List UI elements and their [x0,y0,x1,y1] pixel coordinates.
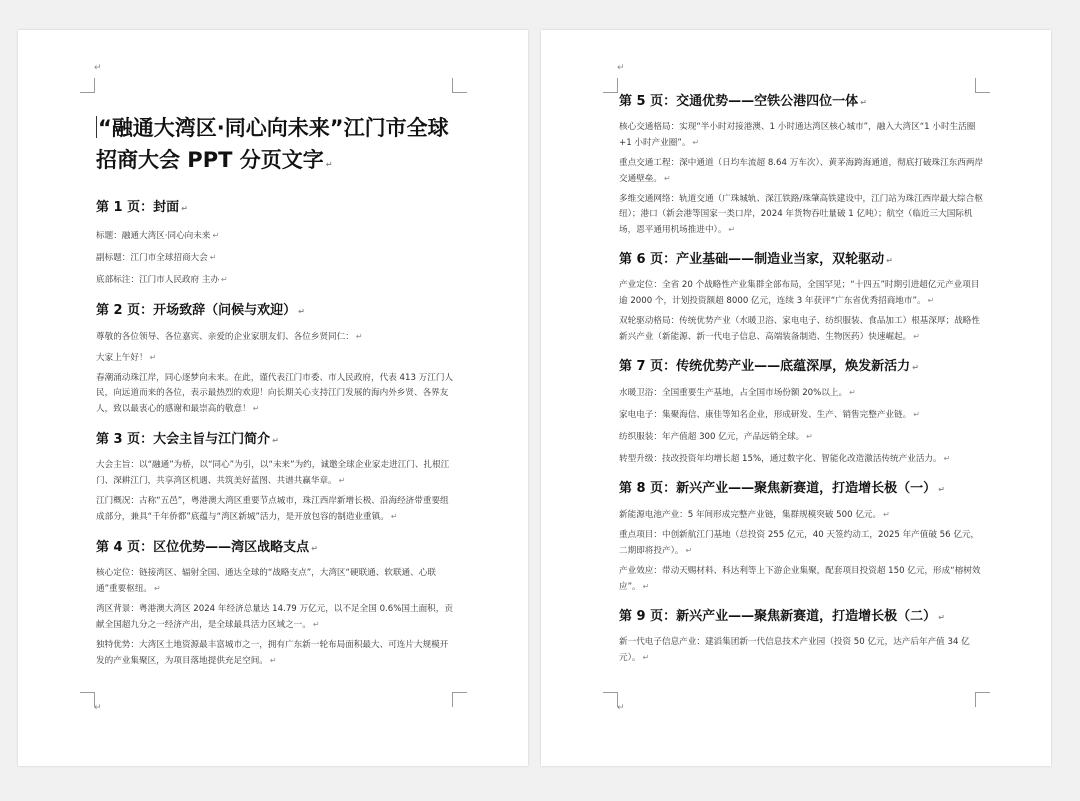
paragraph: 重点交通工程：深中通道（日均车流超 8.64 万车次）、黄茅海跨海通道，彻底打破珠江东西两岸交通壁垒。 ↵ [619,156,984,187]
paragraph: 春潮涌动珠江岸，同心逐梦向未来。在此，谨代表江门市委、市人民政府，代表 413 万江门人民，向远道而来的各位，表示最热烈的欢迎！向长期关心支持江门发展的海内外乡贤、各界友人，致以最衷心的感谢和最崇高的敬意！ ↵ [96,371,456,417]
paragraph: 标题：融通大湾区·同心向未来 ↵ [96,228,456,244]
paragraph-mark: ↵ [617,63,625,73]
paragraph-mark: ↵ [617,703,625,713]
section-page-4 [96,539,456,669]
paragraph: 新能源电池产业：5 年间形成完整产业链，集群规模突破 500 亿元。 ↵ [619,507,984,523]
document-title: “融通大湾区·同心向未来”江门市全球招商大会 PPT 分页文字 ↵ [96,112,456,181]
section-page-7 [619,358,984,467]
section-heading: 第 8 页：新兴产业——聚焦新赛道，打造增长极（一） ↵ [619,480,984,499]
section-page-6 [619,251,984,345]
section-heading: 第 7 页：传统优势产业——底蕴深厚，焕发新活力 ↵ [619,358,984,377]
paragraph: 江门概况：古称“五邑”，粤港澳大湾区重要节点城市，珠江西岸新增长极、沿海经济带重要组成部分，兼具“千年侨都”底蕴与“湾区新城”活力，是开放包容的制造业重镇。 ↵ [96,494,456,525]
document-page-left [18,30,528,766]
paragraph: 新一代电子信息产业：建滔集团新一代信息技术产业园（投资 50 亿元，达产后年产值 34 亿元）。 ↵ [619,635,984,666]
paragraph: 核心交通格局：实现“半小时对接港澳、1 小时通达湾区核心城市”，融入大湾区“1 小时生活圈+1 小时产业圈”。 ↵ [619,120,984,151]
paragraph: 转型升级：技改投资年均增长超 15%，通过数字化、智能化改造激活传统产业活力。 ↵ [619,451,984,467]
paragraph: 纺织服装：年产值超 300 亿元，产品远销全球。 ↵ [619,429,984,445]
margin-corner-top-left [603,78,618,93]
paragraph: 水暖卫浴：全国重要生产基地，占全国市场份额 20%以上。 ↵ [619,385,984,401]
paragraph: 副标题：江门市全球招商大会 ↵ [96,250,456,266]
section-heading: 第 3 页：大会主旨与江门简介 ↵ [96,431,456,450]
paragraph: 核心定位：链接湾区、辐射全国、通达全球的“战略支点”，大湾区“硬联通、软联通、心联通”重要枢纽。 ↵ [96,566,456,597]
document-body-left[interactable] [96,112,456,669]
document-body-right[interactable] [619,93,984,666]
section-page-2 [96,302,456,417]
section-heading: 第 6 页：产业基础——制造业当家，双轮驱动 ↵ [619,251,984,270]
margin-corner-top-right [975,78,990,93]
paragraph: 多维交通网络：轨道交通（广珠城轨、深江铁路/珠肇高铁建设中，江门站为珠江西岸最大综合枢纽）；港口（新会港等国家一类口岸，2024 年货物吞吐量破 1 亿吨）；航空（临近三大国际机场，恩平通用机场推进中）。 ↵ [619,192,984,238]
section-page-8 [619,480,984,595]
section-heading: 第 1 页：封面 ↵ [96,199,456,218]
section-heading: 第 9 页：新兴产业——聚焦新赛道，打造增长极（二） ↵ [619,608,984,627]
paragraph: 独特优势：大湾区土地资源最丰富城市之一，拥有广东新一轮布局面积最大、可连片大规模开发的产业集聚区，为项目落地提供充足空间。 ↵ [96,638,456,669]
paragraph: 大会主旨：以“融通”为桥，以“同心”为引，以“未来”为约，诚邀全球企业家走进江门、扎根江门、深耕江门，共享湾区机遇、共筑美好蓝图、共谱共赢华章。 ↵ [96,458,456,489]
section-page-9 [619,608,984,666]
margin-corner-bottom-left [80,692,95,707]
section-page-1 [96,199,456,288]
margin-corner-top-right [452,78,467,93]
section-heading: 第 2 页：开场致辞（问候与欢迎） ↵ [96,302,456,321]
paragraph: 重点项目：中创新航江门基地（总投资 255 亿元，40 天签约动工，2025 年产值破 56 亿元，二期即将投产）。 ↵ [619,528,984,559]
paragraph: 底部标注：江门市人民政府 主办 ↵ [96,272,456,288]
paragraph: 湾区背景：粤港澳大湾区 2024 年经济总量达 14.79 万亿元，以不足全国 0.6%国土面积，贡献全国超九分之一经济产出，是全球最具活力区域之一。 ↵ [96,602,456,633]
text-cursor [96,116,97,138]
paragraph: 产业定位：全省 20 个战略性产业集群全部布局，全国罕见；“十四五”时期引进超亿元产业项目逾 2000 个，计划投资额超 8000 亿元，连续 3 年获评“广东省优秀招商地市”。 ↵ [619,278,984,309]
margin-corner-top-left [80,78,95,93]
paragraph: 尊敬的各位领导、各位嘉宾、亲爱的企业家朋友们、各位乡贤同仁： ↵ [96,329,456,345]
section-heading: 第 4 页：区位优势——湾区战略支点 ↵ [96,539,456,558]
section-heading: 第 5 页：交通优势——空铁公港四位一体 ↵ [619,93,984,112]
paragraph: 家电电子：集聚海信、康佳等知名企业，形成研发、生产、销售完整产业链。 ↵ [619,407,984,423]
paragraph-mark: ↵ [94,703,102,713]
section-page-3 [96,431,456,525]
paragraph: 双轮驱动格局：传统优势产业（水暖卫浴、家电电子、纺织服装、食品加工）根基深厚；战略性新兴产业（新能源、新一代电子信息、高端装备制造、生物医药）快速崛起。 ↵ [619,314,984,345]
document-page-right [541,30,1051,766]
section-page-5 [619,93,984,238]
paragraph-mark: ↵ [94,63,102,73]
margin-corner-bottom-right [452,692,467,707]
paragraph: 产业效应：带动天赐材料、科达利等上下游企业集聚，配套项目投资超 150 亿元，形成“榕树效应”。 ↵ [619,564,984,595]
paragraph: 大家上午好！ ↵ [96,350,456,366]
margin-corner-bottom-left [603,692,618,707]
margin-corner-bottom-right [975,692,990,707]
